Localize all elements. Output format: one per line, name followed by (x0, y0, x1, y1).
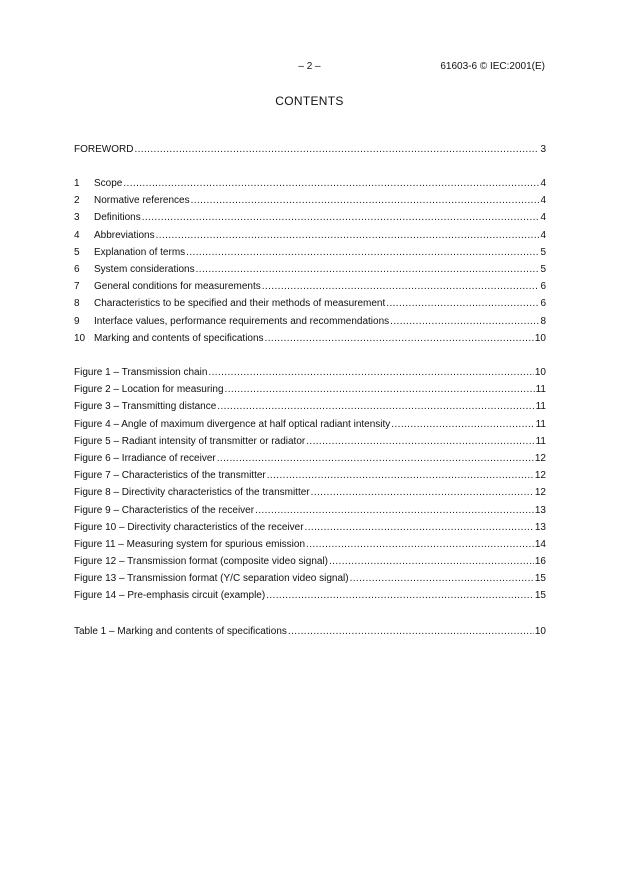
toc-entry-label: General conditions for measurements (94, 281, 261, 293)
leader-dots (306, 436, 534, 447)
leader-dots (305, 522, 534, 533)
leader-dots (262, 281, 540, 292)
document-code-header: 61603-6 © IEC:2001(E) (440, 61, 545, 72)
toc-entry-label: Figure 1 – Transmission chain (74, 367, 208, 378)
toc-tables-section (74, 626, 546, 643)
toc-entry-number: 2 (74, 195, 80, 207)
toc-entry-number: 3 (74, 212, 80, 224)
page-title: CONTENTS (275, 94, 344, 108)
toc-entry-number: 6 (74, 263, 80, 275)
toc-entry-number: 1 (74, 178, 80, 189)
toc-entry-number: 7 (74, 281, 80, 293)
toc-entry-clause[interactable] (74, 333, 546, 350)
toc-entry-label: Figure 2 – Location for measuring (74, 384, 224, 396)
toc-entry-clause[interactable] (74, 212, 546, 229)
toc-entry-figure[interactable] (74, 573, 546, 590)
toc-entry-page: 6 (540, 281, 546, 293)
toc-entry-label: Figure 10 – Directivity characteristics of the receiver (74, 521, 304, 533)
toc-entry-clause[interactable] (74, 281, 546, 298)
leader-dots (350, 573, 534, 584)
toc-entry-page: 4 (540, 212, 546, 224)
toc-entry-label: Explanation of terms (94, 246, 186, 258)
leader-dots (217, 401, 534, 412)
toc-entry-figure[interactable] (74, 401, 546, 418)
toc-entry-page: 4 (540, 229, 546, 241)
toc-entry-label: Figure 3 – Transmitting distance (74, 401, 217, 413)
toc-entry-page: 14 (534, 538, 546, 550)
leader-dots (186, 247, 539, 258)
toc-entry-figure[interactable] (74, 367, 546, 384)
toc-entry-figure[interactable] (74, 453, 546, 470)
toc-entry-page: 11 (535, 418, 546, 430)
toc-entry-figure[interactable] (74, 384, 546, 401)
toc-entry-page: 3 (540, 144, 546, 155)
toc-entry-clause[interactable] (74, 195, 546, 212)
toc-entry-label: Figure 11 – Measuring system for spurious emission (74, 538, 306, 550)
toc-entry-label: Figure 8 – Directivity characteristics of the transmitter (74, 487, 310, 499)
toc-entry-figure[interactable] (74, 470, 546, 487)
toc-entry-page: 6 (540, 298, 546, 310)
leader-dots (208, 367, 533, 378)
toc-entry-foreword[interactable] (74, 144, 546, 161)
toc-entry-figure[interactable] (74, 487, 546, 504)
toc-entry-clause[interactable] (74, 230, 546, 247)
toc-entry-label: Figure 7 – Characteristics of the transmitter (74, 470, 266, 482)
toc-entry-label: Figure 12 – Transmission format (composite video signal) (74, 556, 328, 568)
toc-entry-page: 8 (540, 315, 546, 327)
toc-entry-page: 12 (534, 487, 546, 499)
toc-entry-figure[interactable] (74, 556, 546, 573)
toc-entry-figure[interactable] (74, 419, 546, 436)
toc-entry-number: 4 (74, 229, 80, 241)
leader-dots (191, 195, 540, 206)
leader-dots (142, 212, 540, 223)
toc-entry-page: 13 (534, 504, 546, 516)
toc-entry-page: 11 (535, 435, 546, 447)
toc-entry-label: Figure 6 – Irradiance of receiver (74, 452, 216, 464)
toc-entry-figure[interactable] (74, 539, 546, 556)
toc-entry-number: 5 (74, 246, 80, 258)
toc-entry-label: Figure 9 – Characteristics of the receiver (74, 504, 255, 516)
toc-entry-label: Characteristics to be specified and their methods of measurement (94, 298, 386, 310)
toc-clauses-section (74, 178, 546, 350)
leader-dots (288, 626, 534, 637)
leader-dots (267, 470, 534, 481)
leader-dots (134, 144, 539, 155)
toc-entry-figure[interactable] (74, 522, 546, 539)
leader-dots (329, 556, 534, 567)
toc-entry-label: FOREWORD (74, 144, 134, 155)
toc-entry-page: 11 (535, 401, 546, 413)
toc-entry-label: Abbreviations (94, 229, 155, 241)
leader-dots (390, 316, 539, 327)
toc-entry-table[interactable] (74, 626, 546, 643)
toc-entry-page: 12 (534, 452, 546, 464)
toc-entry-page: 4 (540, 178, 546, 189)
leader-dots (266, 590, 534, 601)
toc-entry-clause[interactable] (74, 316, 546, 333)
toc-entry-label: Figure 14 – Pre-emphasis circuit (example) (74, 590, 266, 602)
leader-dots (217, 453, 534, 464)
toc-entry-clause[interactable] (74, 264, 546, 281)
toc-entry-label: System considerations (94, 263, 195, 275)
leader-dots (306, 539, 534, 550)
toc-entry-page: 12 (534, 470, 546, 482)
toc-entry-figure[interactable] (74, 590, 546, 607)
toc-figures-section (74, 367, 546, 608)
toc-entry-page: 4 (540, 195, 546, 207)
toc-entry-label: Interface values, performance requirements and recommendations (94, 315, 390, 327)
toc-entry-clause[interactable] (74, 298, 546, 315)
toc-entry-page: 5 (540, 246, 546, 258)
leader-dots (196, 264, 540, 275)
toc-entry-label: Figure 13 – Transmission format (Y/C separation video signal) (74, 573, 349, 585)
leader-dots (123, 178, 539, 189)
toc-entry-label: Figure 4 – Angle of maximum divergence at half optical radiant intensity (74, 418, 391, 430)
toc-entry-page: 16 (534, 556, 546, 568)
toc-entry-label: Table 1 – Marking and contents of specifications (74, 626, 287, 637)
toc-entry-clause[interactable] (74, 178, 546, 195)
toc-entry-label: Figure 5 – Radiant intensity of transmitter or radiator (74, 435, 306, 447)
toc-entry-number: 8 (74, 298, 80, 310)
toc-entry-page: 15 (534, 590, 546, 602)
page-number-header: – 2 – (298, 61, 321, 72)
toc-entry-page: 13 (534, 521, 546, 533)
leader-dots (156, 230, 540, 241)
toc-entry-page: 15 (534, 573, 546, 585)
leader-dots (386, 298, 539, 309)
toc-entry-page: 10 (534, 332, 546, 344)
leader-dots (225, 384, 535, 395)
toc-entry-label: Scope (94, 178, 123, 189)
leader-dots (311, 487, 534, 498)
toc-entry-number: 9 (74, 315, 80, 327)
toc-entry-page: 11 (535, 384, 546, 396)
toc-entry-page: 10 (534, 626, 546, 637)
leader-dots (255, 505, 534, 516)
leader-dots (265, 333, 534, 344)
toc-entry-number: 10 (74, 332, 86, 344)
toc-entry-figure[interactable] (74, 505, 546, 522)
toc-entry-label: Marking and contents of specifications (94, 332, 264, 344)
toc-entry-label: Definitions (94, 212, 141, 224)
leader-dots (391, 419, 534, 430)
toc-entry-page: 5 (540, 263, 546, 275)
toc-entry-clause[interactable] (74, 247, 546, 264)
toc-entry-figure[interactable] (74, 436, 546, 453)
toc-foreword-section (74, 144, 546, 161)
toc-entry-page: 10 (534, 367, 546, 378)
toc-entry-label: Normative references (94, 195, 190, 207)
